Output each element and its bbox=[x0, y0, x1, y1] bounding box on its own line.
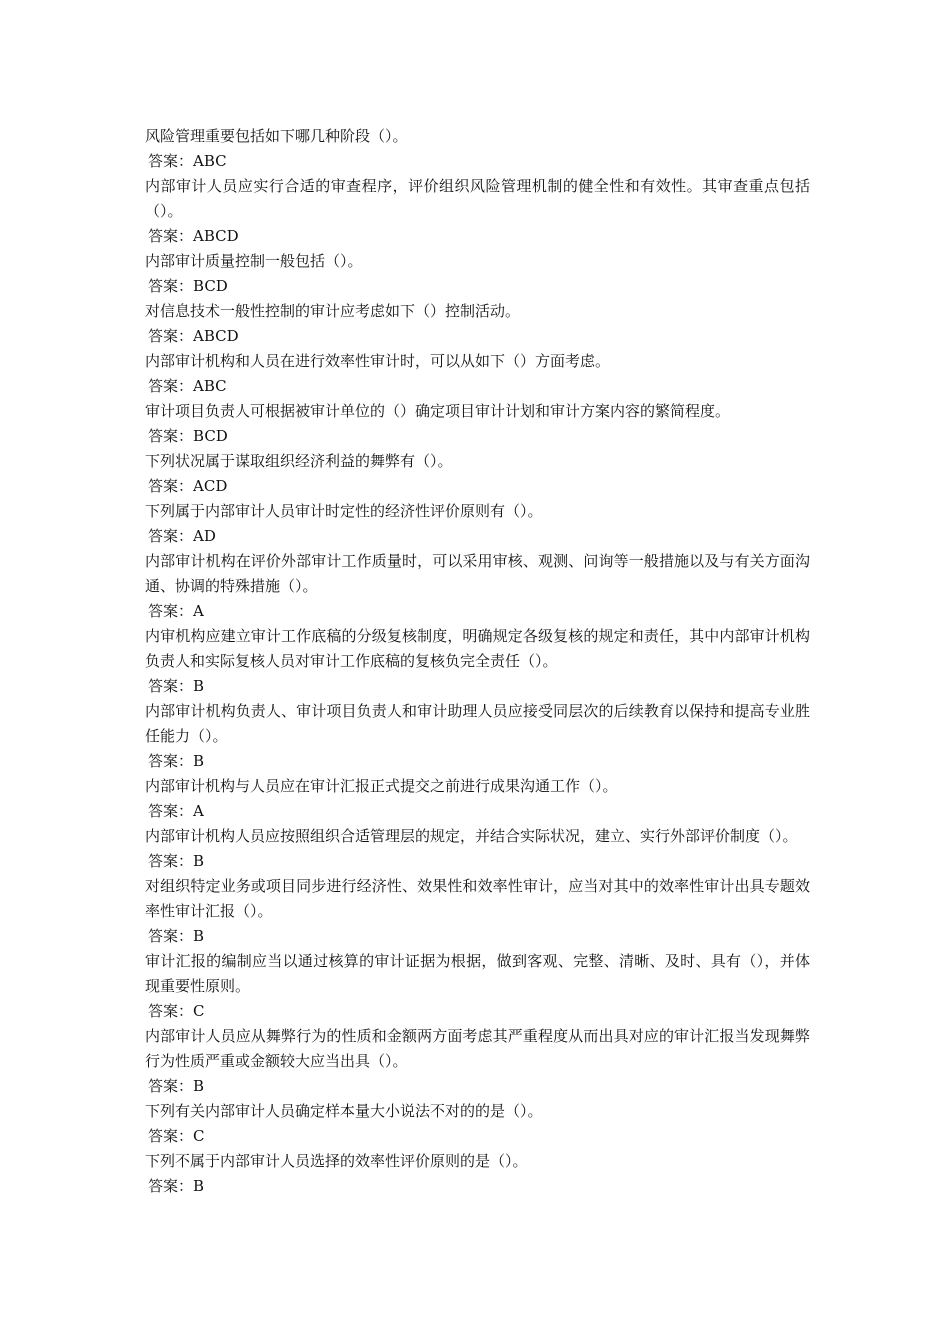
question-text: 对信息技术一般性控制的审计应考虑如下（）控制活动。 bbox=[145, 302, 521, 320]
answer-label: 答案： bbox=[148, 377, 194, 395]
answer-label: 答案： bbox=[148, 1127, 194, 1145]
answer-line bbox=[145, 424, 810, 449]
answer-line bbox=[145, 799, 810, 824]
document-body bbox=[145, 124, 810, 1199]
answer-value: ABC bbox=[193, 377, 227, 395]
answer-line bbox=[145, 524, 810, 549]
answer-value: BCD bbox=[193, 427, 228, 445]
answer-label: 答案： bbox=[148, 427, 194, 445]
question-text: 下列有关内部审计人员确定样本量大小说法不对的的是（）。 bbox=[145, 1102, 543, 1120]
answer-line bbox=[145, 474, 810, 499]
question-text: 下列状况属于谋取组织经济利益的舞弊有（）。 bbox=[145, 452, 453, 470]
answer-label: 答案： bbox=[148, 602, 194, 620]
answer-line bbox=[145, 849, 810, 874]
answer-label: 答案： bbox=[148, 1002, 194, 1020]
answer-label: 答案： bbox=[148, 227, 194, 245]
question-text: 对组织特定业务或项目同步进行经济性、效果性和效率性审计，应当对其中的效率性审计出具专题效率性审计汇报（）。 bbox=[145, 877, 810, 920]
answer-label: 答案： bbox=[148, 327, 194, 345]
question-text: 下列不属于内部审计人员选择的效率性评价原则的是（）。 bbox=[145, 1152, 528, 1170]
answer-label: 答案： bbox=[148, 852, 194, 870]
answer-label: 答案： bbox=[148, 277, 194, 295]
answer-value: B bbox=[193, 677, 205, 695]
question-text: 内部审计人员应实行合适的审查程序，评价组织风险管理机制的健全性和有效性。其审查重点包括（）。 bbox=[145, 177, 810, 220]
answer-value: ABCD bbox=[193, 327, 239, 345]
question-text: 风险管理重要包括如下哪几种阶段（）。 bbox=[145, 127, 408, 145]
question-text: 内部审计机构人员应按照组织合适管理层的规定，并结合实际状况，建立、实行外部评价制度（）。 bbox=[145, 827, 798, 845]
answer-value: B bbox=[193, 1177, 205, 1195]
answer-value: BCD bbox=[193, 277, 228, 295]
answer-line bbox=[145, 1074, 810, 1099]
answer-label: 答案： bbox=[148, 1077, 194, 1095]
answer-line bbox=[145, 224, 810, 249]
answer-value: ABCD bbox=[193, 227, 239, 245]
question-text: 下列属于内部审计人员审计时定性的经济性评价原则有（）。 bbox=[145, 502, 543, 520]
answer-value: A bbox=[193, 602, 204, 620]
question-text: 内部审计机构在评价外部审计工作质量时，可以采用审核、观测、问询等一般措施以及与有关方面沟通、协调的特殊措施（）。 bbox=[145, 552, 810, 595]
answer-line bbox=[145, 274, 810, 299]
answer-label: 答案： bbox=[148, 927, 194, 945]
question-text: 内部审计人员应从舞弊行为的性质和金额两方面考虑其严重程度从而出具对应的审计汇报当发现舞弊行为性质严重或金额较大应当出具（）。 bbox=[145, 1027, 810, 1070]
answer-value: C bbox=[193, 1002, 205, 1020]
answer-line bbox=[145, 599, 810, 624]
answer-label: 答案： bbox=[148, 527, 194, 545]
answer-label: 答案： bbox=[148, 802, 194, 820]
answer-label: 答案： bbox=[148, 1177, 194, 1195]
question-text: 内部审计质量控制一般包括（）。 bbox=[145, 252, 363, 270]
answer-label: 答案： bbox=[148, 152, 194, 170]
answer-value: B bbox=[193, 852, 205, 870]
answer-line bbox=[145, 374, 810, 399]
answer-line bbox=[145, 999, 810, 1024]
answer-line bbox=[145, 674, 810, 699]
answer-value: A bbox=[193, 802, 204, 820]
answer-line bbox=[145, 149, 810, 174]
answer-line bbox=[145, 1124, 810, 1149]
answer-line bbox=[145, 749, 810, 774]
answer-value: ABC bbox=[193, 152, 227, 170]
answer-line bbox=[145, 324, 810, 349]
question-text: 内部审计机构和人员在进行效率性审计时，可以从如下（）方面考虑。 bbox=[145, 352, 611, 370]
answer-label: 答案： bbox=[148, 752, 194, 770]
answer-value: B bbox=[193, 752, 205, 770]
answer-line bbox=[145, 924, 810, 949]
question-text: 审计汇报的编制应当以通过核算的审计证据为根据，做到客观、完整、清晰、及时、具有（），并体现重要性原则。 bbox=[145, 952, 810, 995]
answer-value: B bbox=[193, 1077, 205, 1095]
question-text: 审计项目负责人可根据被审计单位的（）确定项目审计计划和审计方案内容的繁简程度。 bbox=[145, 402, 731, 420]
answer-label: 答案： bbox=[148, 477, 194, 495]
question-text: 内部审计机构负责人、审计项目负责人和审计助理人员应接受同层次的后续教育以保持和提高专业胜任能力（）。 bbox=[145, 702, 810, 745]
answer-value: C bbox=[193, 1127, 205, 1145]
answer-value: B bbox=[193, 927, 205, 945]
answer-value: ACD bbox=[193, 477, 228, 495]
answer-line bbox=[145, 1174, 810, 1199]
question-text: 内审机构应建立审计工作底稿的分级复核制度，明确规定各级复核的规定和责任，其中内部审计机构负责人和实际复核人员对审计工作底稿的复核负完全责任（）。 bbox=[145, 627, 810, 670]
answer-value: AD bbox=[193, 527, 216, 545]
question-text: 内部审计机构与人员应在审计汇报正式提交之前进行成果沟通工作（）。 bbox=[145, 777, 618, 795]
answer-label: 答案： bbox=[148, 677, 194, 695]
